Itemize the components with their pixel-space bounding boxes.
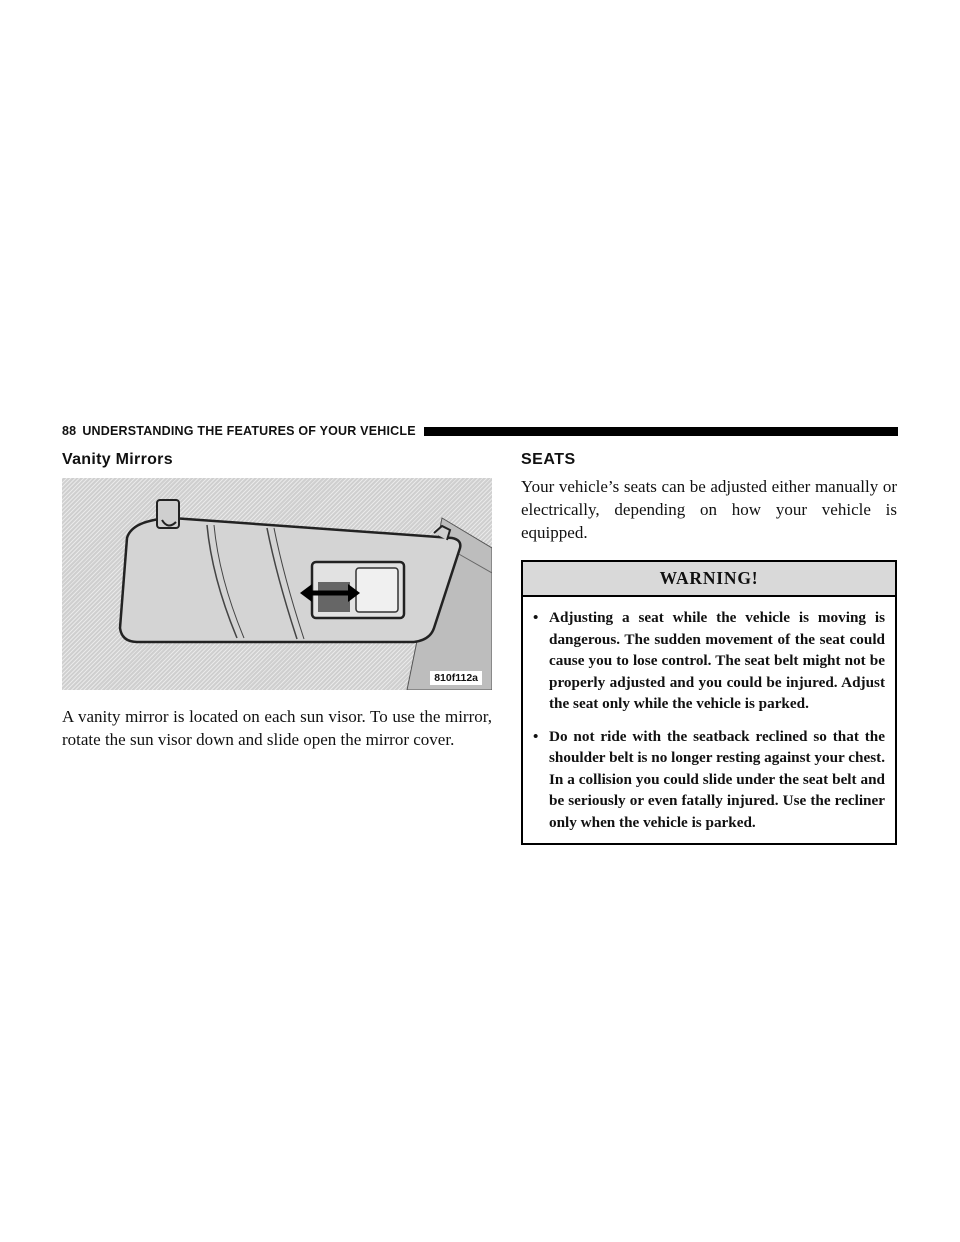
left-column [62,451,492,751]
bullet-icon: • [533,609,539,626]
warning-item-text: Do not ride with the seatback reclined so that the shoulder belt is no longer resting against your chest. In a collision you could slide under the seat belt and be seriously or even fatally injured. Use the recliner only when the vehicle is parked. [549,727,885,831]
warning-list [523,597,895,843]
warning-item [533,726,885,834]
sun-visor-illustration [62,478,492,690]
warning-item [533,607,885,715]
warning-item-text: Adjusting a seat while the vehicle is moving is dangerous. The sudden movement of the seat could cause you to lose control. The seat belt might not be properly adjusted and you could be injured. Adjust the seat only while the vehicle is parked. [549,609,885,712]
figure-code: 810f112a [430,671,482,685]
vanity-mirrors-heading: Vanity Mirrors [62,451,173,468]
vanity-mirrors-text: A vanity mirror is located on each sun visor. To use the mirror, rotate the sun visor down and slide open the mirror cover. [62,707,492,749]
right-column [521,451,897,845]
warning-title: WARNING! [523,562,895,597]
page-header [62,421,898,441]
header-rule [424,427,898,436]
seats-heading: SEATS [521,451,576,468]
sun-visor-drawing [62,478,492,690]
warning-box [521,560,897,845]
bullet-icon: • [533,727,539,745]
seats-text: Your vehicle’s seats can be adjusted either manually or electrically, depending on how your vehicle is equipped. [521,477,897,542]
page-header-title: UNDERSTANDING THE FEATURES OF YOUR VEHICLE [82,424,416,438]
page-number: 88 [62,424,77,438]
